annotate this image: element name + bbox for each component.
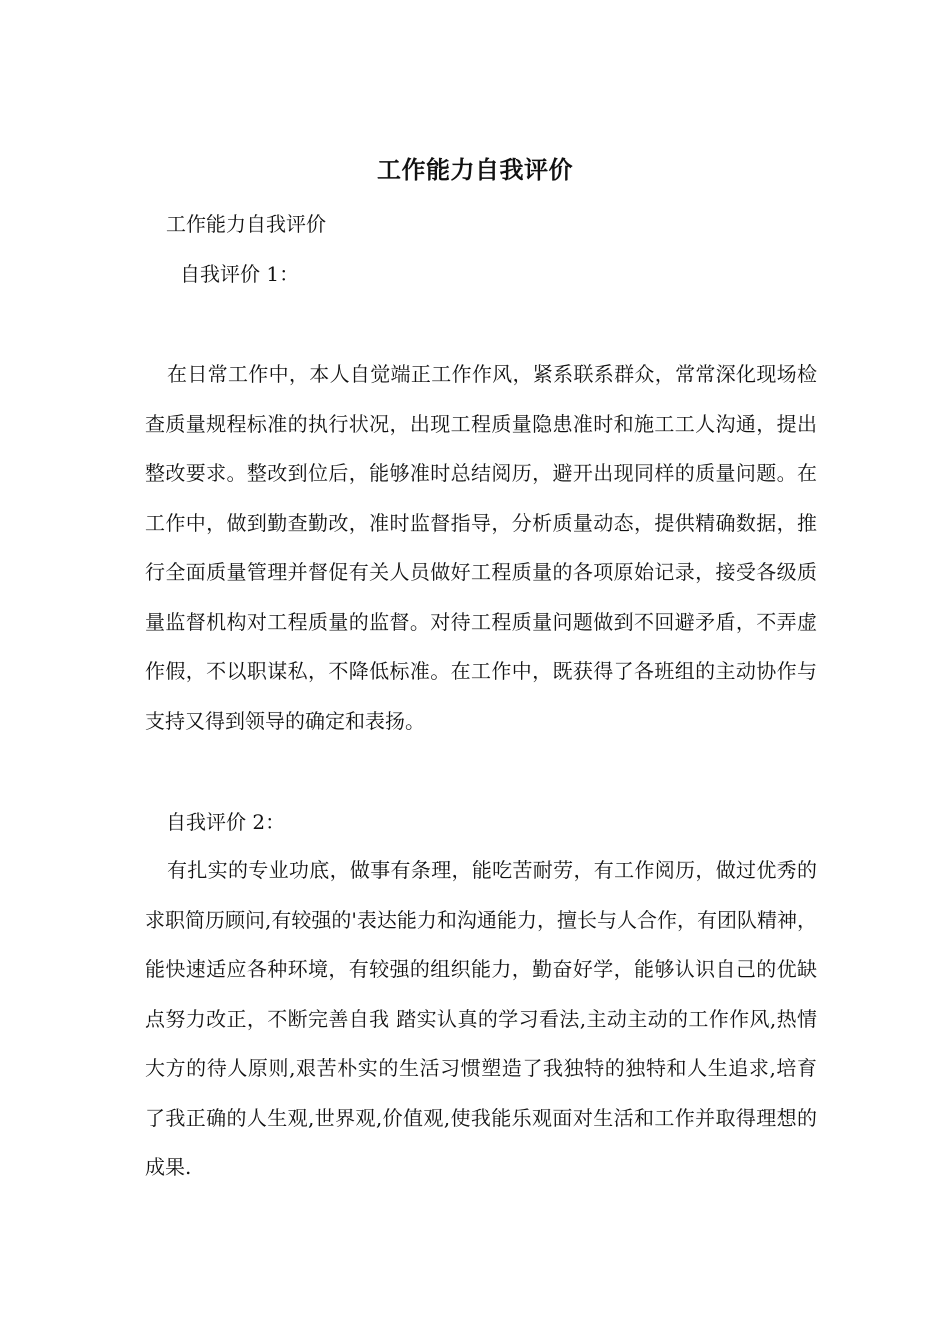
section-2-paragraph: 有扎实的专业功底，做事有条理，能吃苦耐劳，有工作阅历，做过优秀的求职简历顾问,有较强的'表达能力和沟通能力，擅长与人合作，有团队精神，能快速适应各种环境，有较强的组织能力，勤奋好学，能够认识自己的优缺点努力改正，不断完善自我 踏实认真的学习看法,主动主动的工作作风,热情大方的待人原则,艰苦朴实的生活习惯塑造了我独特的独特和人生追求,培育了我正确的人生观,世界观,价值观,使我能乐观面对生活和工作并取得理想的成果.: [145, 858, 817, 1179]
document-heading: 工作能力自我评价: [166, 212, 326, 236]
document-title: 工作能力自我评价: [377, 155, 573, 184]
section-2-label: 自我评价 2：: [166, 810, 286, 834]
section-1-label: 自我评价 1：: [180, 262, 300, 286]
section-1-paragraph: 在日常工作中，本人自觉端正工作作风，紧系联系群众，常常深化现场检查质量规程标准的执行状况，出现工程质量隐患准时和施工工人沟通，提出整改要求。整改到位后，能够准时总结阅历，避开出现同样的质量问题。在工作中，做到勤查勤改，准时监督指导，分析质量动态，提供精确数据，推行全面质量管理并督促有关人员做好工程质量的各项原始记录，接受各级质量监督机构对工程质量的监督。对待工程质量问题做到不回避矛盾，不弄虚作假，不以职谋私，不降低标准。在工作中，既获得了各班组的主动协作与支持又得到领导的确定和表扬。: [145, 362, 817, 733]
